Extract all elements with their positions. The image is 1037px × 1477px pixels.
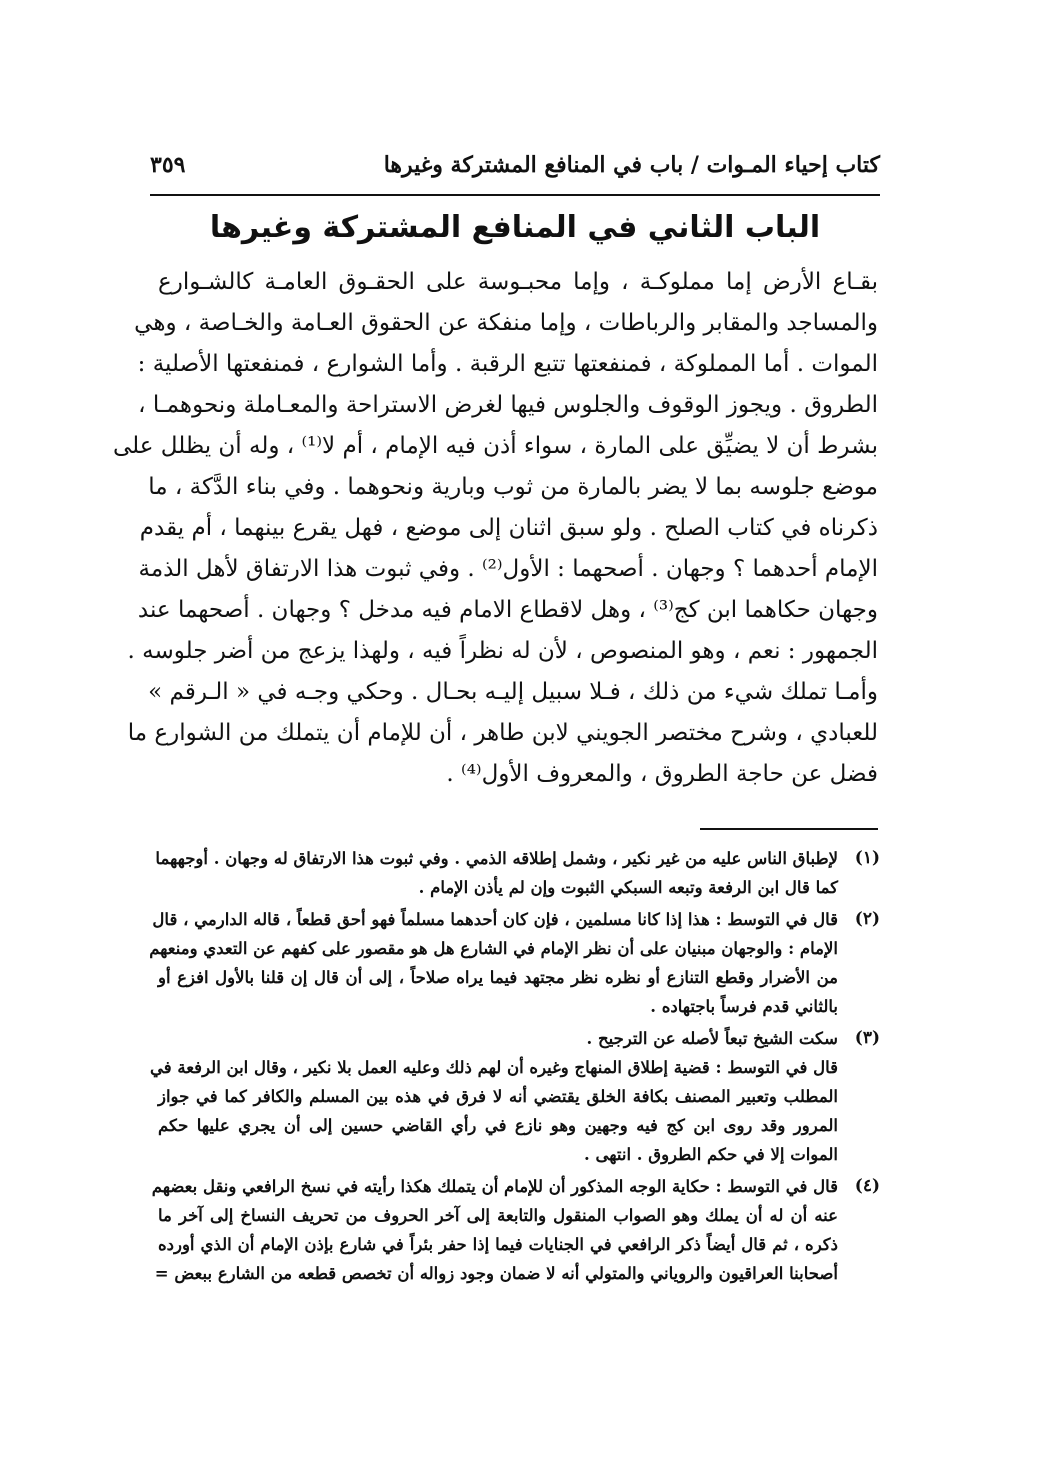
footnote-line: الموات إلا في حكم الطروق . انتهى . xyxy=(584,1145,838,1164)
text-line: الموات . أما المملوكة ، فمنفعتها تتبع الرقبة . وأما الشوارع ، فمنفعتها الأصلية : xyxy=(137,351,878,377)
footnote-line: لإطباق الناس عليه من غير نكير ، وشمل إطلاقه الذمي . وفي ثبوت هذا الارتفاق له وجهان . أوجههما xyxy=(155,849,838,868)
text-line: الإمام أحدهما ؟ وجهان . أصحهما : الأول⁽²⁾ . وفي ثبوت هذا الارتفاق لأهل الذمة xyxy=(138,556,878,582)
chapter-title: الباب الثاني في المنافع المشتركة وغيرها xyxy=(209,210,821,245)
footnote-number: (١) xyxy=(854,848,880,868)
text-line: فضل عن حاجة الطروق ، والمعروف الأول⁽⁴⁾ . xyxy=(446,761,878,787)
text-line: ذكرناه في كتاب الصلح . ولو سبق اثنان إلى موضع ، فهل يقرع بينهما ، أم يقدم xyxy=(139,515,878,541)
footnote-3 xyxy=(149,1024,880,1169)
text-line: الطروق . ويجوز الوقوف والجلوس فيها لغرض الاستراحة والمعـاملة ونحوهمـا ، xyxy=(138,392,878,418)
text-line: للعبادي ، وشرح مختصر الجويني لابن طاهر ، أن للإمام أن يتملك من الشوارع ما xyxy=(127,720,878,746)
footnote-line: أصحابنا العراقيون والروياني والمتولي أنه لا ضمان وجود زواله أن تخصص قطعه من الشارع ببعض = xyxy=(154,1264,838,1283)
footnote-line: قال في التوسط : قضية إطلاق المنهاج وغيره أن لهم ذلك وعليه العمل بلا نكير ، وقال ابن الرفعة في xyxy=(149,1058,838,1077)
page-header xyxy=(150,150,880,194)
footnotes xyxy=(149,844,880,1291)
text-line: بشرط أن لا يضيِّق على المارة ، سواء أذن فيه الإمام ، أم لا⁽¹⁾ ، وله أن يظلل على xyxy=(112,433,878,459)
footnote-number: (٤) xyxy=(854,1176,880,1196)
page-number: ٣٥٩ xyxy=(150,152,186,178)
running-title: كتاب إحياء المـوات / باب في المنافع المشتركة وغيرها xyxy=(383,152,880,178)
footnote-4 xyxy=(151,1172,880,1288)
footnote-line: قال في التوسط : هذا إذا كانا مسلمين ، فإن كان أحدهما مسلماً فهو أحق قطعاً ، قاله الدارمي ، قال xyxy=(152,910,838,929)
footnote-line: المطلب وتعبير المصنف بكافة الخلق يقتضي أنه لا فرق في هذه بين المسلم والكافر كما في جواز xyxy=(158,1087,838,1106)
footnote-number: (٣) xyxy=(854,1028,880,1048)
footnote-2 xyxy=(149,905,880,1021)
header-rule xyxy=(150,194,880,196)
footnote-line: بالثاني قدم فرساً باجتهاده . xyxy=(650,997,838,1016)
text-line: الجمهور : نعم ، وهو المنصوص ، لأن له نظراً فيه ، ولهذا يزعج من أضر جلوسه . xyxy=(127,638,878,664)
footnote-line: قال في التوسط : حكاية الوجه المذكور أن للإمام أن يتملك هكذا رأيته في نسخ الرافعي ونقل بعضهم xyxy=(151,1177,838,1196)
footnote-1 xyxy=(155,844,880,902)
footnote-line: من الأضرار وقطع التنازع أو نظره نظر مجتهد فيما يراه صلاحاً ، إلى أن قال إن قلنا بالأول افزع أو xyxy=(158,968,838,987)
footnote-line: عنه أن له أن يملك وهو الصواب المنقول والتابعة إلى آخر الحروف من تحريف النساخ إلى آخر ما xyxy=(158,1206,838,1225)
text-line: موضع جلوسه بما لا يضر بالمارة من ثوب وبارية ونحوهما . وفي بناء الدَّكة ، ما xyxy=(148,474,878,500)
footnote-line: المرور وقد روى ابن كج فيه وجهين وهو نازع في رأي القاضي حسين إلى أن يجري عليها حكم xyxy=(158,1116,838,1135)
main-text xyxy=(112,262,878,795)
text-line: وأمـا تملك شيء من ذلك ، فـلا سبيل إليـه بحـال . وحكي وجـه في « الـرقم » xyxy=(148,679,878,705)
footnote-line: الإمام : والوجهان مبنيان على أن نظر الإمام في الشارع هل هو مقصور على كفهم عن التعدي ومنعهم xyxy=(149,939,838,958)
text-line: والمساجد والمقابر والرباطات ، وإما منفكة عن الحقوق العـامة والخـاصة ، وهي xyxy=(134,310,878,336)
footnote-line: سكت الشيخ تبعاً لأصله عن الترجيح . xyxy=(586,1029,838,1048)
text-line: بقـاع الأرض إما مملوكـة ، وإما محبـوسة على الحقـوق العامـة كالشـوارع xyxy=(158,269,878,295)
footnote-number: (٢) xyxy=(854,909,880,929)
footnote-line: ذكره ، ثم قال أيضاً ذكر الرافعي في الجنايات فيما إذا حفر بئراً في شارع بإذن الإمام أن الذي أورده xyxy=(158,1235,838,1254)
footnote-separator xyxy=(700,828,878,830)
footnote-line: كما قال ابن الرفعة وتبعه السبكي الثبوت وإن لم يأذن الإمام . xyxy=(418,878,838,897)
text-line: وجهان حكاهما ابن كج⁽³⁾ ، وهل لاقطاع الامام فيه مدخل ؟ وجهان . أصحهما عند xyxy=(137,597,878,623)
